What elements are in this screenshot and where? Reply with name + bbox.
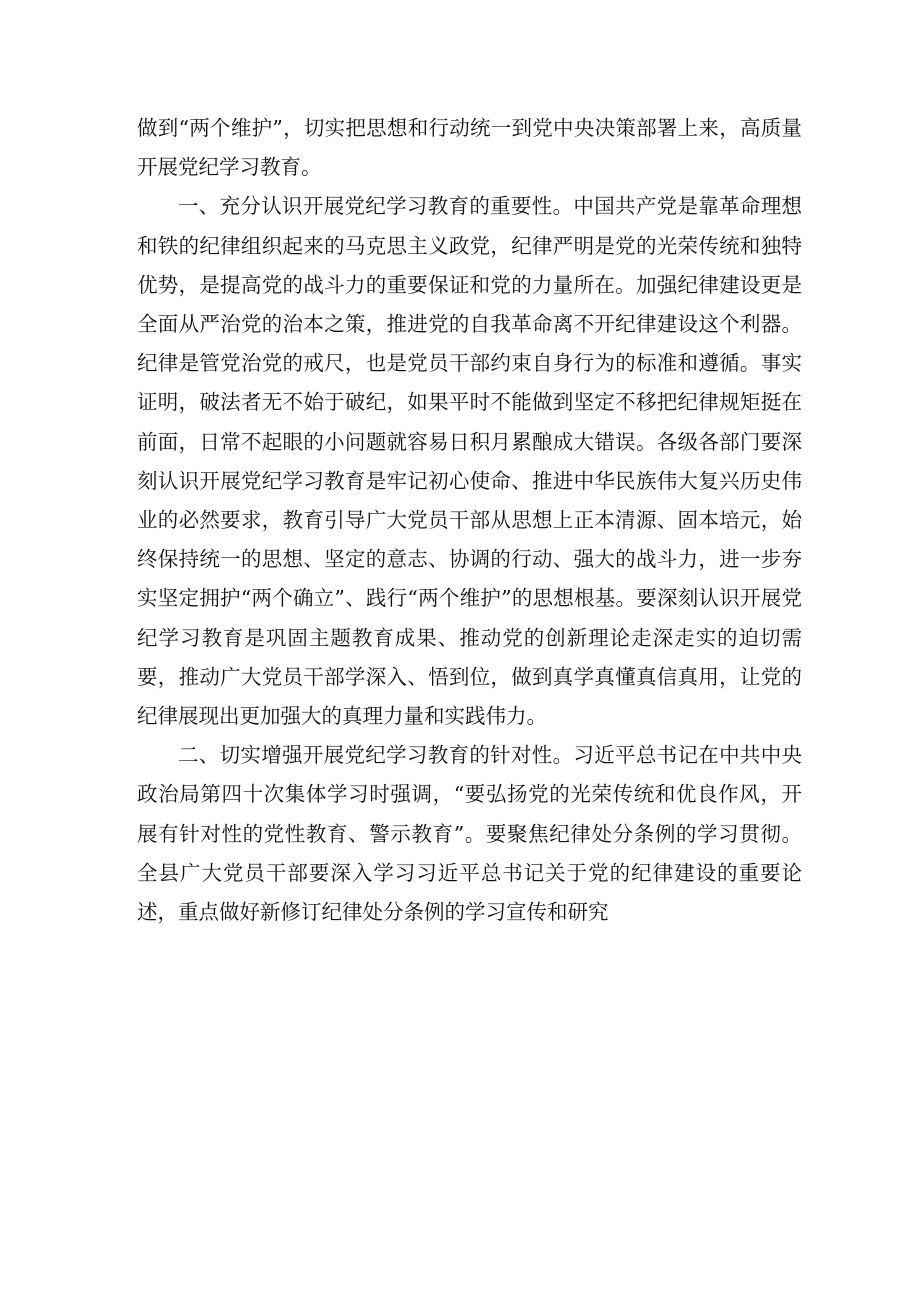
paragraph-section-two: 二、切实增强开展党纪学习教育的针对性。习近平总书记在中共中央政治局第四十次集体学习时强调，“要弘扬党的光荣传统和优良作风，开展有针对性的党性教育、警示教育”。要聚焦纪律处分条例的学习贯彻。全县广大党员干部要深入学习习近平总书记关于党的纪律建设的重要论述，重点做好新修订纪律处分条例的学习宣传和研究 bbox=[137, 743, 802, 925]
paragraph-continuation: 做到“两个维护”，切实把思想和行动统一到党中央决策部署上来，高质量开展党纪学习教育。 bbox=[137, 116, 802, 180]
paragraph-section-one: 一、充分认识开展党纪学习教育的重要性。中国共产党是靠革命理想和铁的纪律组织起来的马克思主义政党，纪律严明是党的光荣传统和独特优势，是提高党的战斗力的重要保证和党的力量所在。加强纪律建设更是全面从严治党的治本之策，推进党的自我革命离不开纪律建设这个利器。纪律是管党治党的戒尺，也是党员干部约束自身行为的标准和遵循。事实证明，破法者无不始于破纪，如果平时不能做到坚定不移把纪律规矩挺在前面，日常不起眼的小问题就容易日积月累酿成大错误。各级各部门要深刻认识开展党纪学习教育是牢记初心使命、推进中华民族伟大复兴历史伟业的必然要求，教育引导广大党员干部从思想上正本清源、固本培元，始终保持统一的思想、坚定的意志、协调的行动、强大的战斗力，进一步夯实坚定拥护“两个确立”、践行“两个维护”的思想根基。要深刻认识开展党纪学习教育是巩固主题教育成果、推动党的创新理论走深走实的迫切需要，推动广大党员干部学深入、悟到位，做到真学真懂真信真用，让党的纪律展现出更加强大的真理力量和实践伟力。 bbox=[137, 194, 802, 729]
document-page bbox=[137, 109, 802, 932]
